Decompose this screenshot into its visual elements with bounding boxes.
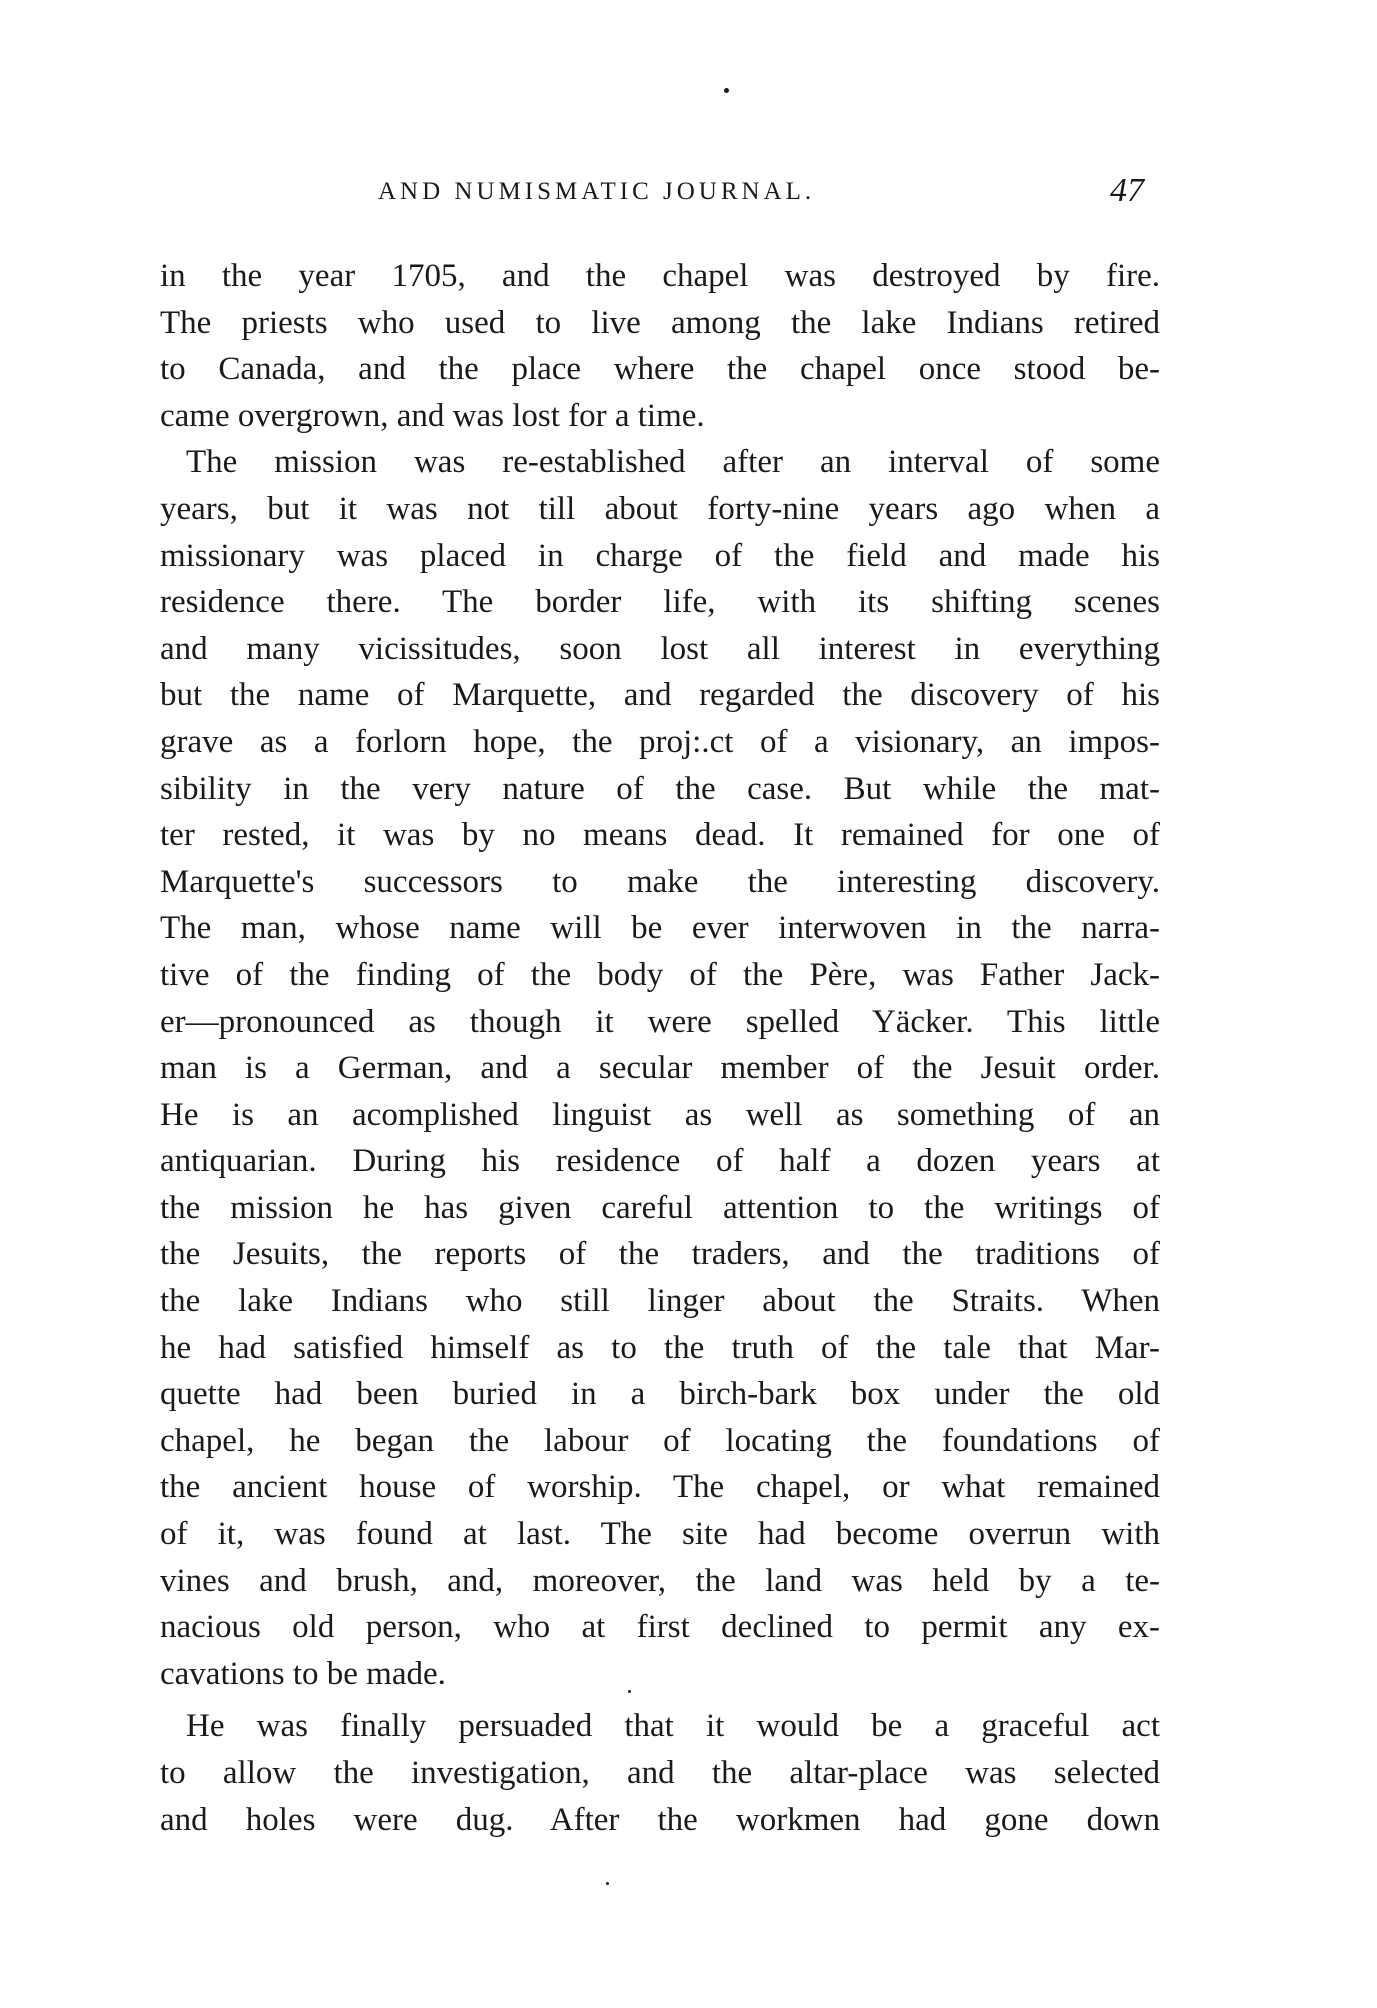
text-line: he had satisfied himself as to the truth of the tale that Mar- xyxy=(160,1329,1160,1366)
text-line: and holes were dug. After the workmen had gone down xyxy=(160,1801,1160,1838)
text-line: missionary was placed in charge of the field and made his xyxy=(160,537,1160,574)
text-line: The priests who used to live among the lake Indians retired xyxy=(160,304,1160,341)
page-number: 47 xyxy=(1110,172,1144,209)
text-line: quette had been buried in a birch-bark box under the old xyxy=(160,1376,1160,1413)
text-line: The man, whose name will be ever interwoven in the narra- xyxy=(160,910,1160,947)
text-line: and many vicissitudes, soon lost all interest in everything xyxy=(160,630,1160,667)
text-line: in the year 1705, and the chapel was destroyed by fire. xyxy=(160,258,1160,294)
text-line: He is an acomplished linguist as well as something of an xyxy=(160,1096,1160,1133)
text-line: nacious old person, who at first declined to permit any ex- xyxy=(160,1609,1160,1646)
text-line: of it, was found at last. The site had become overrun with xyxy=(160,1516,1160,1553)
text-line: the lake Indians who still linger about the Straits. When xyxy=(160,1283,1160,1320)
text-line: Marquette's successors to make the interesting discovery. xyxy=(160,863,1160,900)
text-line: the ancient house of worship. The chapel, or what remained xyxy=(160,1469,1160,1506)
text-line: to Canada, and the place where the chapel once stood be- xyxy=(160,351,1160,388)
body-text xyxy=(160,253,1160,1843)
text-line: tive of the finding of the body of the Père, was Father Jack- xyxy=(160,956,1160,993)
ink-speck xyxy=(606,1882,609,1885)
text-line: but the name of Marquette, and regarded the discovery of his xyxy=(160,677,1160,714)
text-line: grave as a forlorn hope, the proj:.ct of a visionary, an impos- xyxy=(160,723,1160,760)
text-line: residence there. The border life, with its shifting scenes xyxy=(160,584,1160,621)
text-line: cavations to be made. xyxy=(160,1655,446,1692)
text-line: the Jesuits, the reports of the traders, and the traditions of xyxy=(160,1236,1160,1273)
text-line: came overgrown, and was lost for a time. xyxy=(160,397,705,434)
text-line: the mission he has given careful attention to the writings of xyxy=(160,1189,1160,1226)
text-line: years, but it was not till about forty-nine years ago when a xyxy=(160,490,1160,527)
running-title: AND NUMISMATIC JOURNAL. xyxy=(378,178,816,205)
text-line: er—pronounced as though it were spelled Yäcker. This little xyxy=(160,1003,1160,1040)
text-line: to allow the investigation, and the altar-place was selected xyxy=(160,1755,1160,1791)
text-line: He was finally persuaded that it would be a graceful act xyxy=(186,1708,1160,1745)
text-line: ter rested, it was by no means dead. It remained for one of xyxy=(160,817,1160,854)
text-line: sibility in the very nature of the case. But while the mat- xyxy=(160,770,1160,807)
text-line: The mission was re-established after an interval of some xyxy=(186,444,1160,481)
text-line: chapel, he began the labour of locating the foundations of xyxy=(160,1422,1160,1459)
ink-speck xyxy=(724,88,729,93)
text-line: man is a German, and a secular member of the Jesuit order. xyxy=(160,1050,1160,1087)
text-line: antiquarian. During his residence of half a dozen years at xyxy=(160,1143,1160,1180)
text-line: vines and brush, and, moreover, the land was held by a te- xyxy=(160,1562,1160,1599)
